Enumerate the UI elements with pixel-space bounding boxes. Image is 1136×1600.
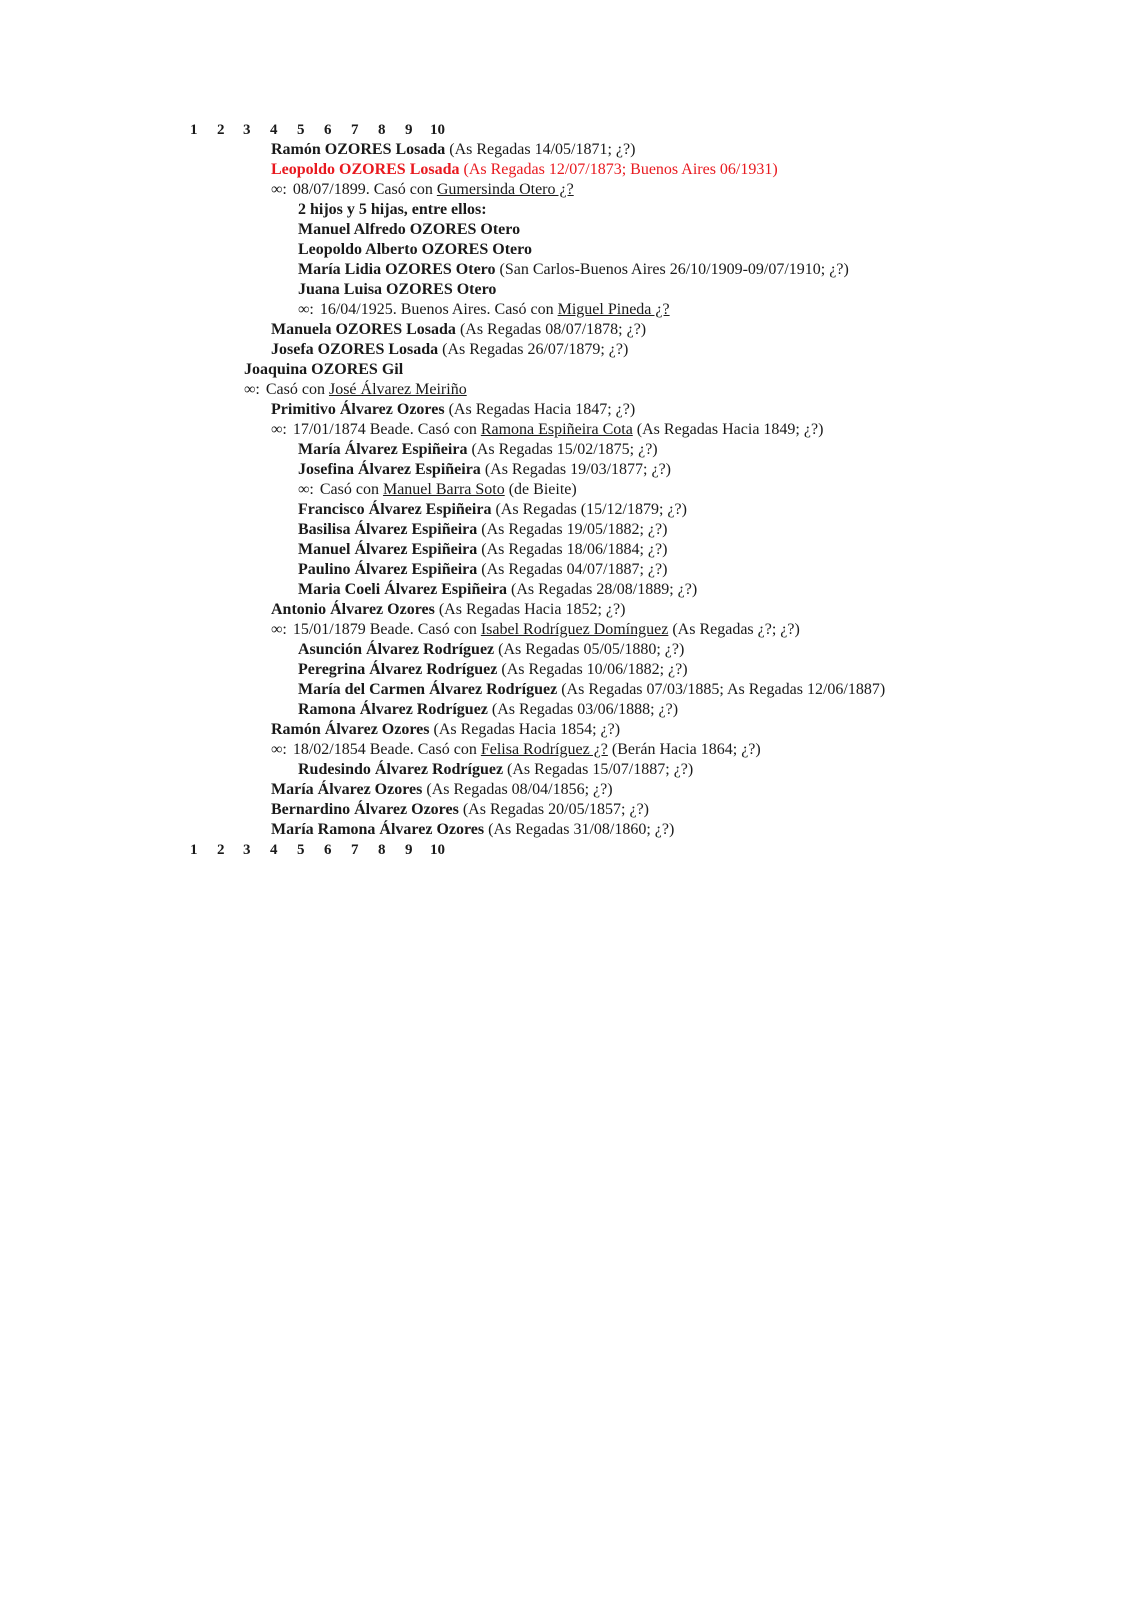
- marriage-symbol: ∞:: [271, 741, 287, 758]
- spouse-name-link[interactable]: Miguel Pineda ¿?: [557, 301, 670, 318]
- generation-number-5: 5: [297, 122, 305, 138]
- generation-number-5: 5: [297, 842, 305, 858]
- generation-number-2: 2: [217, 122, 225, 138]
- person-name: Leopoldo OZORES Losada: [271, 161, 460, 178]
- person-entry: [190, 520, 1090, 540]
- person-name: Josefina Álvarez Espiñeira: [298, 461, 481, 478]
- marriage-details: Casó con: [319, 481, 383, 498]
- person-name: Peregrina Álvarez Rodríguez: [298, 661, 498, 678]
- person-entry: [190, 340, 1090, 360]
- generation-number-10: 10: [430, 842, 445, 858]
- person-name: Maria Coeli Álvarez Espiñeira: [298, 581, 507, 598]
- spouse-dates: (As Regadas ¿?; ¿?): [668, 621, 800, 638]
- person-name: Manuel Alfredo OZORES Otero: [298, 221, 521, 238]
- person-dates: (As Regadas 26/07/1879; ¿?): [438, 341, 629, 358]
- person-name: Rudesindo Álvarez Rodríguez: [298, 761, 504, 778]
- person-name: María Ramona Álvarez Ozores: [271, 821, 485, 838]
- person-dates: (As Regadas 05/05/1880; ¿?): [494, 641, 685, 658]
- person-dates: (As Regadas 18/06/1884; ¿?): [477, 541, 668, 558]
- person-name: Manuel Álvarez Espiñeira: [298, 541, 478, 558]
- children-note: [190, 200, 1090, 220]
- person-name: Asunción Álvarez Rodríguez: [298, 641, 495, 658]
- person-dates: (As Regadas 08/04/1856; ¿?): [422, 781, 613, 798]
- person-entry: [190, 780, 1090, 800]
- generation-number-1: 1: [190, 842, 198, 858]
- generation-ruler-top: [190, 120, 1090, 140]
- marriage-entry: [190, 300, 1090, 320]
- person-name: Leopoldo Alberto OZORES Otero: [298, 241, 532, 258]
- person-entry: [190, 160, 1090, 180]
- person-name: Paulino Álvarez Espiñeira: [298, 561, 478, 578]
- spouse-name-link[interactable]: Isabel Rodríguez Domínguez: [480, 621, 669, 638]
- person-dates: (As Regadas 15/07/1887; ¿?): [503, 761, 694, 778]
- spouse-dates: (de Bieite): [504, 481, 577, 498]
- generation-number-4: 4: [270, 842, 278, 858]
- person-dates: (As Regadas 20/05/1857; ¿?): [458, 801, 650, 818]
- person-dates: (As Regadas 08/07/1878; ¿?): [455, 321, 647, 338]
- person-dates: (As Regadas Hacia 1854; ¿?): [429, 721, 621, 738]
- person-dates: (As Regadas 19/03/1877; ¿?): [480, 461, 671, 478]
- generation-ruler-bottom: [190, 840, 1090, 860]
- marriage-entry: [190, 380, 1090, 400]
- person-name: María Álvarez Ozores: [271, 781, 423, 798]
- generation-number-6: 6: [324, 122, 332, 138]
- person-entry: [190, 460, 1090, 480]
- person-entry: [190, 580, 1090, 600]
- person-dates: (As Regadas 12/07/1873; Buenos Aires 06/1931): [459, 161, 778, 178]
- person-entry: [190, 240, 1090, 260]
- person-entry: [190, 680, 1090, 700]
- person-entry: [190, 440, 1090, 460]
- spouse-name-link[interactable]: Manuel Barra Soto: [382, 481, 505, 498]
- person-entry: [190, 220, 1090, 240]
- marriage-symbol: ∞:: [271, 421, 287, 438]
- generation-number-9: 9: [405, 842, 413, 858]
- person-dates: (San Carlos-Buenos Aires 26/10/1909-09/07/1910; ¿?): [495, 261, 849, 278]
- person-name: Ramón OZORES Losada: [271, 141, 446, 158]
- person-name: Francisco Álvarez Espiñeira: [298, 501, 492, 518]
- person-entry: [190, 280, 1090, 300]
- marriage-entry: [190, 740, 1090, 760]
- marriage-entry: [190, 420, 1090, 440]
- spouse-name-link[interactable]: Felisa Rodríguez ¿?: [480, 741, 608, 758]
- marriage-symbol: ∞:: [298, 481, 314, 498]
- marriage-details: 15/01/1879 Beade. Casó con: [292, 621, 481, 638]
- person-entry: [190, 360, 1090, 380]
- marriage-symbol: ∞:: [271, 621, 287, 638]
- marriage-details: Casó con: [265, 381, 329, 398]
- marriage-entry: [190, 480, 1090, 500]
- person-entry: [190, 720, 1090, 740]
- person-entry: [190, 320, 1090, 340]
- marriage-details: 17/01/1874 Beade. Casó con: [292, 421, 481, 438]
- generation-number-2: 2: [217, 842, 225, 858]
- person-name: Manuela OZORES Losada: [271, 321, 456, 338]
- person-entry: [190, 140, 1090, 160]
- generation-number-4: 4: [270, 122, 278, 138]
- marriage-symbol: ∞:: [244, 381, 260, 398]
- person-dates: (As Regadas 28/08/1889; ¿?): [507, 581, 698, 598]
- generation-number-1: 1: [190, 122, 198, 138]
- person-entry: [190, 400, 1090, 420]
- marriage-symbol: ∞:: [298, 301, 314, 318]
- person-entry: [190, 760, 1090, 780]
- person-name: Primitivo Álvarez Ozores: [271, 401, 445, 418]
- person-name: María del Carmen Álvarez Rodríguez: [298, 681, 558, 698]
- person-entry: [190, 640, 1090, 660]
- person-entry: [190, 800, 1090, 820]
- person-dates: (As Regadas 04/07/1887; ¿?): [477, 561, 668, 578]
- person-dates: (As Regadas Hacia 1847; ¿?): [444, 401, 636, 418]
- person-dates: (As Regadas 31/08/1860; ¿?): [484, 821, 675, 838]
- genealogy-document: [190, 120, 1090, 860]
- generation-number-3: 3: [243, 122, 251, 138]
- person-dates: (As Regadas 03/06/1888; ¿?): [487, 701, 679, 718]
- children-note-text: 2 hijos y 5 hijas, entre ellos:: [298, 201, 487, 218]
- generation-number-8: 8: [378, 842, 386, 858]
- marriage-details: 18/02/1854 Beade. Casó con: [292, 741, 481, 758]
- person-name: Ramona Álvarez Rodríguez: [298, 701, 488, 718]
- person-name: Josefa OZORES Losada: [271, 341, 439, 358]
- person-name: Antonio Álvarez Ozores: [271, 601, 435, 618]
- generation-number-10: 10: [430, 122, 445, 138]
- person-entry: [190, 540, 1090, 560]
- marriage-symbol: ∞:: [271, 181, 287, 198]
- person-dates: (As Regadas 19/05/1882; ¿?): [477, 521, 668, 538]
- person-dates: (As Regadas Hacia 1852; ¿?): [434, 601, 626, 618]
- person-entry: [190, 500, 1090, 520]
- person-dates: (As Regadas 07/03/1885; As Regadas 12/06/1887): [557, 681, 886, 698]
- spouse-name-link[interactable]: Gumersinda Otero ¿?: [436, 181, 574, 198]
- person-entry: [190, 700, 1090, 720]
- marriage-entry: [190, 180, 1090, 200]
- generation-number-8: 8: [378, 122, 386, 138]
- generation-number-3: 3: [243, 842, 251, 858]
- person-entry: [190, 260, 1090, 280]
- person-entry: [190, 660, 1090, 680]
- genealogy-entries: [190, 140, 1090, 840]
- person-dates: (As Regadas 10/06/1882; ¿?): [497, 661, 688, 678]
- person-name: Bernardino Álvarez Ozores: [271, 801, 459, 818]
- person-entry: [190, 820, 1090, 840]
- person-name: María Álvarez Espiñeira: [298, 441, 468, 458]
- person-name: Basilisa Álvarez Espiñeira: [298, 521, 478, 538]
- person-name: Juana Luisa OZORES Otero: [298, 281, 497, 298]
- generation-number-7: 7: [351, 122, 359, 138]
- marriage-details: 16/04/1925. Buenos Aires. Casó con: [319, 301, 558, 318]
- generation-number-7: 7: [351, 842, 359, 858]
- generation-number-6: 6: [324, 842, 332, 858]
- spouse-name-link[interactable]: José Álvarez Meiriño: [328, 381, 467, 398]
- person-dates: (As Regadas 15/02/1875; ¿?): [467, 441, 658, 458]
- spouse-dates: (Berán Hacia 1864; ¿?): [607, 741, 761, 758]
- person-name: María Lidia OZORES Otero: [298, 261, 496, 278]
- marriage-details: 08/07/1899. Casó con: [292, 181, 437, 198]
- spouse-dates: (As Regadas Hacia 1849; ¿?): [632, 421, 824, 438]
- person-name: Ramón Álvarez Ozores: [271, 721, 430, 738]
- marriage-entry: [190, 620, 1090, 640]
- person-entry: [190, 560, 1090, 580]
- generation-number-9: 9: [405, 122, 413, 138]
- person-entry: [190, 600, 1090, 620]
- spouse-name-link[interactable]: Ramona Espiñeira Cota: [480, 421, 633, 438]
- person-name: Joaquina OZORES Gil: [244, 361, 404, 378]
- person-dates: (As Regadas 14/05/1871; ¿?): [445, 141, 636, 158]
- person-dates: (As Regadas (15/12/1879; ¿?): [491, 501, 687, 518]
